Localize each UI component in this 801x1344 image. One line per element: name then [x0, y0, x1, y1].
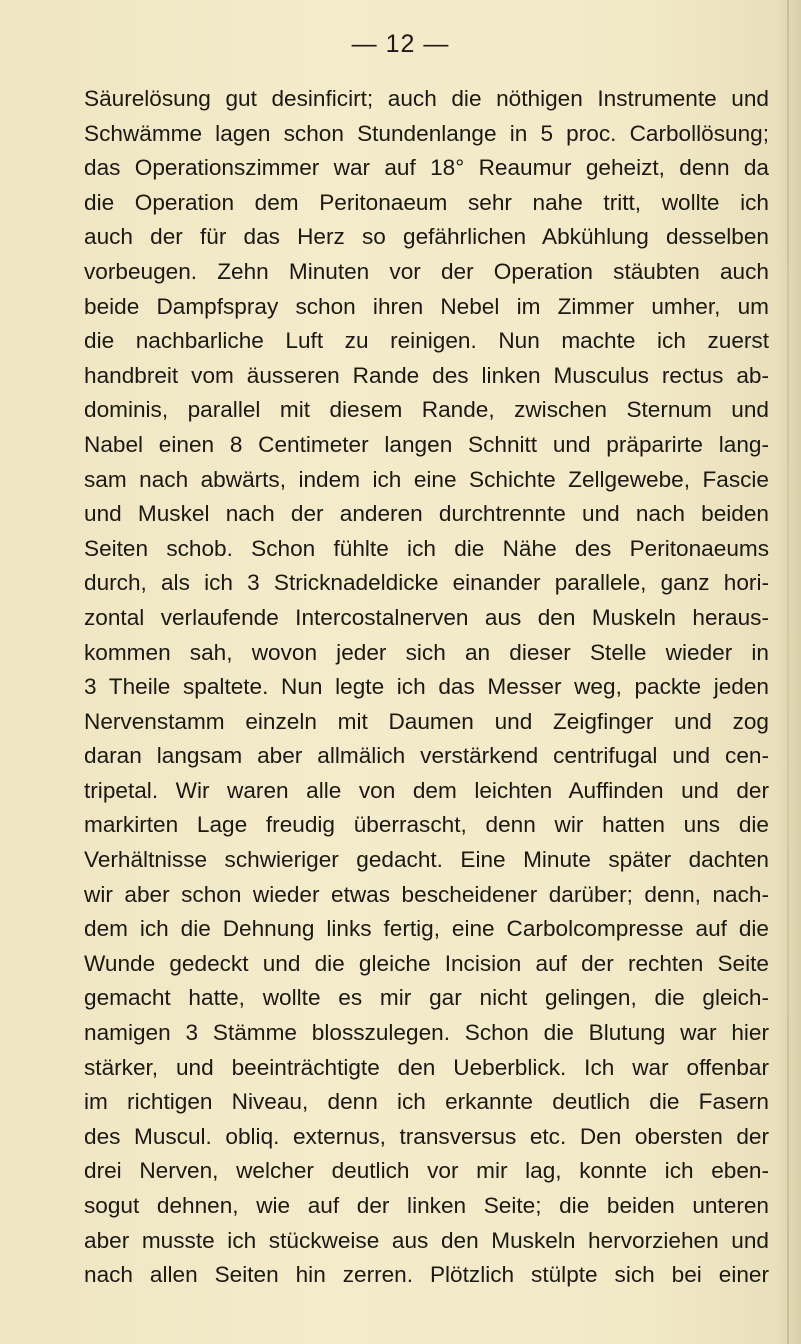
text-line: Nervenstamm einzeln mit Daumen und Zeigfinger und zog [84, 708, 769, 734]
page-number: — 12 — [351, 30, 450, 58]
text-line: sogut dehnen, wie auf der linken Seite; die beiden unteren [84, 1193, 769, 1218]
text-line: zontal verlaufende Intercostalnerven aus den Muskeln heraus- [84, 604, 769, 630]
text-line: 3 Theile spaltete. Nun legte ich das Messer weg, packte jeden [84, 674, 769, 700]
text-line: des Muscul. obliq. externus, transversus etc. Den obersten der [84, 1123, 769, 1149]
text-line: Nabel einen 8 Centimeter langen Schnitt und präparirte lang- [84, 431, 769, 457]
text-line: handbreit vom äusseren Rande des linken Musculus rectus ab- [84, 362, 769, 388]
text-line: namigen 3 Stämme blosszulegen. Schon die Blutung war hier [84, 1020, 769, 1046]
text-line: das Operationszimmer war auf 18° Reaumur geheizt, denn da [84, 155, 769, 181]
text-line: daran langsam aber allmälich verstärkend centrifugal und cen- [84, 743, 769, 769]
text-line: dem ich die Dehnung links fertig, eine Carbolcompresse auf die [84, 916, 769, 942]
text-line: und Muskel nach der anderen durchtrennte und nach beiden [84, 501, 769, 527]
text-line: Wunde gedeckt und die gleiche Incision auf der rechten Seite [84, 950, 769, 976]
text-line: die nachbarliche Luft zu reinigen. Nun machte ich zuerst [84, 328, 769, 354]
text-line: aber musste ich stückweise aus den Muskeln hervorziehen und [84, 1227, 769, 1253]
body-text [84, 82, 769, 1293]
text-line: tripetal. Wir waren alle von dem leichten Auffinden und der [84, 777, 769, 803]
text-line: auch der für das Herz so gefährlichen Abkühlung desselben [84, 224, 769, 250]
text-line: Schwämme lagen schon Stundenlange in 5 proc. Carbollösung; [84, 120, 769, 146]
text-line: Säurelösung gut desinficirt; auch die nöthigen Instrumente und [84, 86, 769, 111]
text-line: Verhältnisse schwieriger gedacht. Eine Minute später dachten [84, 847, 769, 873]
text-line: durch, als ich 3 Stricknadeldicke einander parallele, ganz hori- [84, 570, 769, 596]
text-line: sam nach abwärts, indem ich eine Schichte Zellgewebe, Fascie [84, 466, 769, 492]
text-line: die Operation dem Peritonaeum sehr nahe tritt, wollte ich [84, 189, 769, 215]
text-line: kommen sah, wovon jeder sich an dieser Stelle wieder in [84, 639, 769, 665]
text-line: im richtigen Niveau, denn ich erkannte deutlich die Fasern [84, 1089, 769, 1115]
text-line: wir aber schon wieder etwas bescheidener darüber; denn, nach- [84, 881, 769, 907]
text-line: Seiten schob. Schon fühlte ich die Nähe des Peritonaeums [84, 535, 769, 561]
text-line: nach allen Seiten hin zerren. Plötzlich stülpte sich bei einer [84, 1262, 769, 1288]
text-line: dominis, parallel mit diesem Rande, zwischen Sternum und [84, 397, 769, 423]
text-line: vorbeugen. Zehn Minuten vor der Operation stäubten auch [84, 258, 769, 284]
text-line: gemacht hatte, wollte es mir gar nicht gelingen, die gleich- [84, 985, 769, 1011]
page-edge-shadow [787, 0, 789, 1344]
text-line: markirten Lage freudig überrascht, denn wir hatten uns die [84, 812, 769, 838]
text-line: beide Dampfspray schon ihren Nebel im Zimmer umher, um [84, 293, 769, 319]
text-line: stärker, und beeinträchtigte den Ueberblick. Ich war offenbar [84, 1054, 769, 1080]
text-line: drei Nerven, welcher deutlich vor mir lag, konnte ich eben- [84, 1158, 769, 1184]
